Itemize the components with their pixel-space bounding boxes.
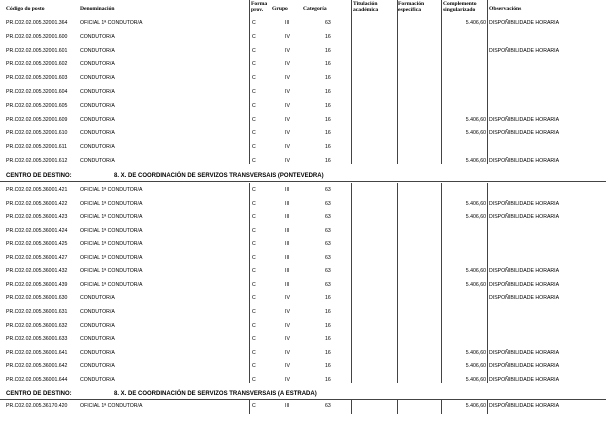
centro-underline <box>0 181 606 182</box>
table-row <box>0 113 615 126</box>
forma-cell: C <box>252 47 256 54</box>
posto-code: PR.C02.02.005.32001.603 <box>6 75 68 82</box>
categoria-cell: 16 <box>325 116 331 123</box>
centro-destino-pontevedra <box>0 171 615 181</box>
posto-code: PR.C02.02.005.36001.423 <box>6 214 68 221</box>
complemento-cell: 5.406,60 <box>465 268 486 275</box>
posto-code: PR.C02.02.005.32001.605 <box>6 102 68 109</box>
grupo-cell: III <box>285 214 290 221</box>
posto-code: PR.C02.02.005.36001.633 <box>6 336 68 343</box>
table-row <box>0 71 615 84</box>
denominacion-cell: CONDUTOR/A <box>80 61 115 68</box>
observacions-cell: DISPOÑIBILIDADE HORARIA <box>489 376 560 383</box>
posto-code: PR.C02.02.005.36001.644 <box>6 376 68 383</box>
forma-cell: C <box>252 33 256 40</box>
categoria-cell: 16 <box>325 322 331 329</box>
denominacion-cell: CONDUTOR/A <box>80 47 115 54</box>
table-row <box>0 85 615 98</box>
denominacion-cell: CONDUTOR/A <box>80 295 115 302</box>
posto-code: PR.C02.02.005.36001.632 <box>6 322 68 329</box>
grupo-cell: III <box>285 281 290 288</box>
observacions-cell: DISPOÑIBILIDADE HORARIA <box>489 268 560 275</box>
table-row <box>0 197 615 210</box>
table-row <box>0 264 615 277</box>
categoria-cell: 63 <box>325 268 331 275</box>
complemento-cell: 5.406,60 <box>465 200 486 207</box>
table-row <box>0 305 615 318</box>
forma-cell: C <box>252 403 256 409</box>
denominacion-cell: OFICIAL 1ª CONDUTOR/A <box>80 200 143 207</box>
grupo-cell: IV <box>285 116 290 123</box>
posto-code: PR.C02.02.005.36001.631 <box>6 308 68 315</box>
grupo-cell: IV <box>285 308 290 315</box>
posto-code: PR.C02.02.005.36001.422 <box>6 200 68 207</box>
observacions-cell: DISPOÑIBILIDADE HORARIA <box>489 363 560 370</box>
table-row <box>0 237 615 250</box>
grupo-cell: III <box>285 241 290 248</box>
posto-code: PR.C02.02.005.32001.602 <box>6 61 68 68</box>
categoria-cell: 63 <box>325 20 331 26</box>
complemento-cell: 5.406,60 <box>465 116 486 123</box>
observacions-cell: DISPOÑIBILIDADE HORARIA <box>489 349 560 356</box>
forma-cell: C <box>252 158 256 164</box>
forma-cell: C <box>252 61 256 68</box>
forma-cell: C <box>252 89 256 95</box>
header-grupo: Grupo <box>272 6 288 12</box>
posto-code: PR.C02.02.005.36001.427 <box>6 254 68 261</box>
forma-cell: C <box>252 144 256 151</box>
table-row <box>0 210 615 223</box>
grupo-cell: IV <box>285 75 290 82</box>
forma-cell: C <box>252 349 256 356</box>
header-formacion: Formación <box>398 1 425 7</box>
grupo-cell: IV <box>285 376 290 383</box>
observacions-cell: DISPOÑIBILIDADE HORARIA <box>489 200 560 207</box>
posto-code: PR.C02.02.005.36001.630 <box>6 295 68 302</box>
grupo-cell: IV <box>285 322 290 329</box>
table-row <box>0 30 615 43</box>
categoria-cell: 16 <box>325 130 331 137</box>
grupo-cell: IV <box>285 102 290 109</box>
denominacion-cell: OFICIAL 1ª CONDUTOR/A <box>80 254 143 261</box>
table-row <box>0 278 615 291</box>
table-row <box>0 126 615 139</box>
denominacion-cell: CONDUTOR/A <box>80 130 115 137</box>
posto-code: PR.C02.02.005.32001.609 <box>6 116 68 123</box>
observacions-cell: DISPOÑIBILIDADE HORARIA <box>489 214 560 221</box>
posto-code: PR.C02.02.005.36001.641 <box>6 349 68 356</box>
centro-label: CENTRO DE DESTINO: <box>6 173 72 179</box>
grupo-cell: III <box>285 187 290 193</box>
complemento-cell: 5.406,60 <box>465 403 486 409</box>
header-denominacion: Denominación <box>80 6 115 12</box>
posto-code: PR.C02.02.005.32001.610 <box>6 130 68 137</box>
grupo-cell: III <box>285 20 290 26</box>
table-row <box>0 16 615 29</box>
grupo-cell: IV <box>285 336 290 343</box>
grupo-cell: III <box>285 268 290 275</box>
header-titulacion: Titulación <box>353 1 378 7</box>
categoria-cell: 16 <box>325 33 331 40</box>
denominacion-cell: CONDUTOR/A <box>80 336 115 343</box>
forma-cell: C <box>252 75 256 82</box>
complemento-cell: 5.406,60 <box>465 349 486 356</box>
grupo-cell: IV <box>285 47 290 54</box>
denominacion-cell: OFICIAL 1ª CONDUTOR/A <box>80 403 143 409</box>
posto-code: PR.C02.02.005.32001.600 <box>6 33 68 40</box>
posto-code: PR.C02.02.005.36001.425 <box>6 241 68 248</box>
categoria-cell: 63 <box>325 214 331 221</box>
forma-cell: C <box>252 254 256 261</box>
categoria-cell: 16 <box>325 89 331 95</box>
posto-code: PR.C02.02.005.32001.601 <box>6 47 68 54</box>
complemento-cell: 5.406,60 <box>465 363 486 370</box>
categoria-cell: 63 <box>325 200 331 207</box>
denominacion-cell: OFICIAL 1ª CONDUTOR/A <box>80 187 143 193</box>
denominacion-cell: OFICIAL 1ª CONDUTOR/A <box>80 20 143 26</box>
grupo-cell: IV <box>285 349 290 356</box>
denominacion-cell: CONDUTOR/A <box>80 158 115 164</box>
grupo-cell: IV <box>285 61 290 68</box>
observacions-cell: DISPOÑIBILIDADE HORARIA <box>489 130 560 137</box>
centro-name: 8. X. DE COORDINACIÓN DE SERVIZOS TRANSVERSAIS (PONTEVEDRA) <box>114 173 324 179</box>
observacions-cell: DISPOÑIBILIDADE HORARIA <box>489 116 560 123</box>
denominacion-cell: CONDUTOR/A <box>80 376 115 383</box>
forma-cell: C <box>252 295 256 302</box>
categoria-cell: 16 <box>325 349 331 356</box>
grupo-cell: IV <box>285 144 290 151</box>
header-codigo: Código do posto <box>6 6 45 12</box>
grupo-cell: IV <box>285 295 290 302</box>
header-complemento: Complemento <box>443 1 477 7</box>
denominacion-cell: CONDUTOR/A <box>80 322 115 329</box>
denominacion-cell: OFICIAL 1ª CONDUTOR/A <box>80 241 143 248</box>
header-categoria: Categoría <box>303 6 327 12</box>
posto-code: PR.C02.02.005.36001.421 <box>6 187 68 193</box>
header-observacions: Observacións <box>489 6 522 12</box>
table-row <box>0 224 615 237</box>
categoria-cell: 16 <box>325 376 331 383</box>
categoria-cell: 16 <box>325 47 331 54</box>
categoria-cell: 16 <box>325 61 331 68</box>
grupo-cell: III <box>285 200 290 207</box>
table-row <box>0 154 615 167</box>
posto-code: PR.C02.02.005.32001.604 <box>6 89 68 95</box>
posto-code: PR.C02.02.005.36001.642 <box>6 363 68 370</box>
posto-code: PR.C02.02.005.32001.611 <box>6 144 68 151</box>
denominacion-cell: CONDUTOR/A <box>80 363 115 370</box>
grupo-cell: IV <box>285 158 290 164</box>
forma-cell: C <box>252 20 256 26</box>
forma-cell: C <box>252 130 256 137</box>
observacions-cell: DISPOÑIBILIDADE HORARIA <box>489 158 560 164</box>
table-row <box>0 140 615 153</box>
observacions-cell: DISPOÑIBILIDADE HORARIA <box>489 20 560 26</box>
table-row <box>0 346 615 359</box>
table-row <box>0 399 615 412</box>
table-row <box>0 291 615 304</box>
complemento-cell: 5.406,60 <box>465 376 486 383</box>
table-row <box>0 373 615 386</box>
categoria-cell: 16 <box>325 295 331 302</box>
table-row <box>0 251 615 264</box>
forma-cell: C <box>252 308 256 315</box>
grupo-cell: IV <box>285 363 290 370</box>
categoria-cell: 63 <box>325 403 331 409</box>
grupo-cell: IV <box>285 130 290 137</box>
table-row <box>0 319 615 332</box>
posto-code: PR.C02.02.005.32001.364 <box>6 20 68 26</box>
categoria-cell: 63 <box>325 254 331 261</box>
denominacion-cell: CONDUTOR/A <box>80 89 115 95</box>
header-complemento-singularizado: singularizado <box>443 7 476 13</box>
posto-code: PR.C02.02.005.36001.424 <box>6 227 68 234</box>
categoria-cell: 16 <box>325 336 331 343</box>
header-forma: Forma <box>251 1 268 7</box>
denominacion-cell: CONDUTOR/A <box>80 116 115 123</box>
table-row <box>0 183 615 196</box>
complemento-cell: 5.406,60 <box>465 158 486 164</box>
forma-cell: C <box>252 200 256 207</box>
table-row <box>0 359 615 372</box>
categoria-cell: 16 <box>325 144 331 151</box>
centro-label: CENTRO DE DESTINO: <box>6 391 72 397</box>
categoria-cell: 16 <box>325 158 331 164</box>
forma-cell: C <box>252 268 256 275</box>
table-row <box>0 99 615 112</box>
observacions-cell: DISPOÑIBILIDADE HORARIA <box>489 295 560 302</box>
complemento-cell: 5.406,60 <box>465 281 486 288</box>
forma-cell: C <box>252 336 256 343</box>
posto-code: PR.C02.02.005.36001.439 <box>6 281 68 288</box>
posto-code: PR.C02.02.005.32001.612 <box>6 158 68 164</box>
denominacion-cell: CONDUTOR/A <box>80 75 115 82</box>
forma-cell: C <box>252 322 256 329</box>
categoria-cell: 16 <box>325 308 331 315</box>
posto-code: PR.C02.02.005.36170.420 <box>6 403 68 409</box>
posto-code: PR.C02.02.005.36001.432 <box>6 268 68 275</box>
grupo-cell: IV <box>285 33 290 40</box>
denominacion-cell: CONDUTOR/A <box>80 308 115 315</box>
denominacion-cell: CONDUTOR/A <box>80 33 115 40</box>
table-row <box>0 44 615 57</box>
complemento-cell: 5.406,60 <box>465 130 486 137</box>
forma-cell: C <box>252 363 256 370</box>
table-row <box>0 332 615 345</box>
categoria-cell: 16 <box>325 363 331 370</box>
forma-cell: C <box>252 187 256 193</box>
grupo-cell: IV <box>285 89 290 95</box>
denominacion-cell: OFICIAL 1ª CONDUTOR/A <box>80 281 143 288</box>
categoria-cell: 63 <box>325 187 331 193</box>
categoria-cell: 16 <box>325 75 331 82</box>
denominacion-cell: CONDUTOR/A <box>80 144 115 151</box>
categoria-cell: 16 <box>325 102 331 109</box>
denominacion-cell: OFICIAL 1ª CONDUTOR/A <box>80 214 143 221</box>
forma-cell: C <box>252 214 256 221</box>
table-row <box>0 57 615 70</box>
grupo-cell: III <box>285 403 290 409</box>
centro-destino-a-estrada <box>0 389 615 399</box>
denominacion-cell: OFICIAL 1ª CONDUTOR/A <box>80 227 143 234</box>
header-forma-prov: prov. <box>251 7 264 13</box>
forma-cell: C <box>252 102 256 109</box>
forma-cell: C <box>252 116 256 123</box>
complemento-cell: 5.406,60 <box>465 20 486 26</box>
header-formacion-especifica: específica <box>398 7 421 13</box>
categoria-cell: 63 <box>325 281 331 288</box>
categoria-cell: 63 <box>325 227 331 234</box>
categoria-cell: 63 <box>325 241 331 248</box>
centro-name: 8. X. DE COORDINACIÓN DE SERVIZOS TRANSVERSAIS (A ESTRADA) <box>114 391 317 397</box>
header-titulacion-academica: académica <box>353 7 379 13</box>
denominacion-cell: CONDUTOR/A <box>80 102 115 109</box>
grupo-cell: III <box>285 227 290 234</box>
forma-cell: C <box>252 376 256 383</box>
denominacion-cell: CONDUTOR/A <box>80 349 115 356</box>
observacions-cell: DISPOÑIBILIDADE HORARIA <box>489 281 560 288</box>
grupo-cell: III <box>285 254 290 261</box>
observacions-cell: DISPOÑIBILIDADE HORARIA <box>489 403 560 409</box>
complemento-cell: 5.406,60 <box>465 214 486 221</box>
forma-cell: C <box>252 227 256 234</box>
forma-cell: C <box>252 281 256 288</box>
denominacion-cell: OFICIAL 1ª CONDUTOR/A <box>80 268 143 275</box>
forma-cell: C <box>252 241 256 248</box>
observacions-cell: DISPOÑIBILIDADE HORARIA <box>489 47 560 54</box>
